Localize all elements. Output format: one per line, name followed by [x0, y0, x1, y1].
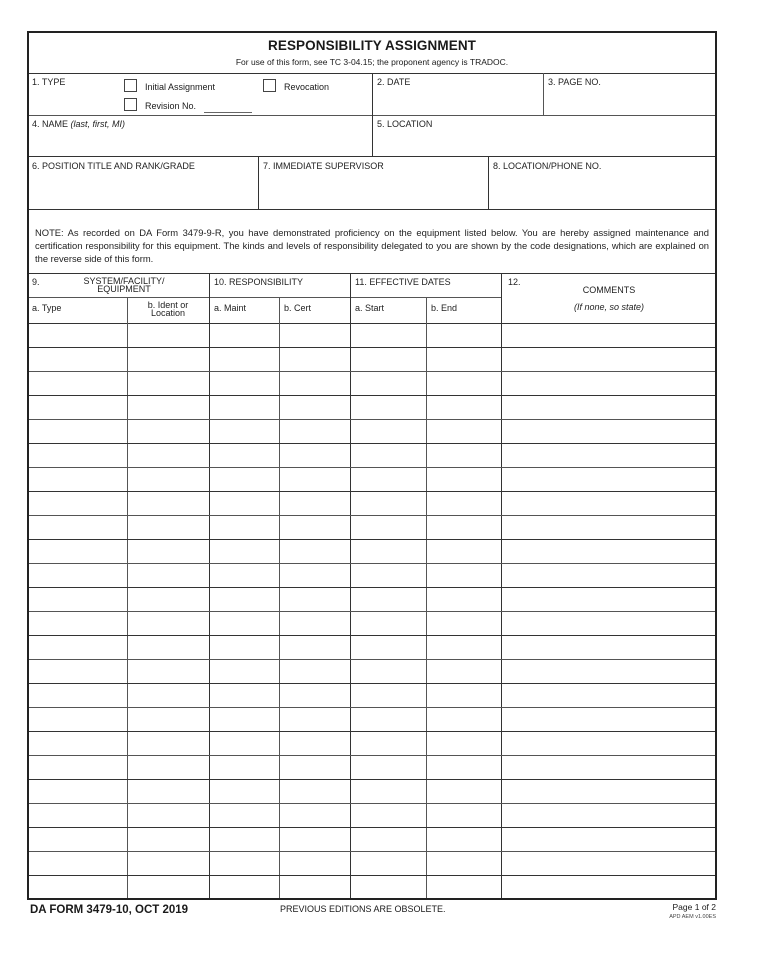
cell-ident[interactable] — [129, 564, 207, 586]
table-row — [29, 467, 715, 491]
cell-maint[interactable] — [211, 612, 277, 634]
cell-type[interactable] — [31, 516, 125, 538]
supervisor-input[interactable] — [263, 178, 483, 202]
group-9-number: 9. — [32, 277, 40, 287]
col-ident-line2: Location — [150, 308, 186, 318]
position-label: 6. POSITION TITLE AND RANK/GRADE — [32, 161, 195, 171]
cell-start[interactable] — [352, 348, 424, 370]
cell-comments[interactable] — [503, 612, 713, 634]
responsibility-assignment-form — [27, 31, 717, 900]
cell-cert[interactable] — [281, 516, 348, 538]
group-10-header: 10. RESPONSIBILITY — [214, 277, 304, 287]
cell-start[interactable] — [352, 756, 424, 778]
cell-end[interactable] — [428, 732, 499, 754]
cell-end[interactable] — [428, 564, 499, 586]
cell-ident[interactable] — [129, 516, 207, 538]
cell-end[interactable] — [428, 660, 499, 682]
cell-start[interactable] — [352, 852, 424, 874]
cell-cert[interactable] — [281, 324, 348, 346]
cell-ident[interactable] — [129, 852, 207, 874]
table-row — [29, 587, 715, 611]
col-end-header: b. End — [431, 303, 458, 313]
group-12-header: COMMENTS — [582, 285, 636, 295]
cell-start[interactable] — [352, 612, 424, 634]
col-ident-line1: b. Ident or — [147, 300, 189, 310]
cell-type[interactable] — [31, 660, 125, 682]
cell-type[interactable] — [31, 588, 125, 610]
cell-ident[interactable] — [129, 612, 207, 634]
cell-end[interactable] — [428, 828, 499, 850]
previous-editions-notice: PREVIOUS EDITIONS ARE OBSOLETE. — [280, 904, 446, 914]
cell-ident[interactable] — [129, 636, 207, 658]
cell-cert[interactable] — [281, 348, 348, 370]
cell-type[interactable] — [31, 732, 125, 754]
cell-start[interactable] — [352, 564, 424, 586]
cell-maint[interactable] — [211, 396, 277, 418]
cell-maint[interactable] — [211, 876, 277, 898]
cell-ident[interactable] — [129, 324, 207, 346]
cell-cert[interactable] — [281, 564, 348, 586]
group-9-header — [39, 277, 209, 293]
cell-type[interactable] — [31, 468, 125, 490]
cell-maint[interactable] — [211, 660, 277, 682]
table-row — [29, 419, 715, 443]
cell-maint[interactable] — [211, 804, 277, 826]
cell-end[interactable] — [428, 876, 499, 898]
group-9-line1: SYSTEM/FACILITY/ — [83, 276, 165, 286]
cell-start[interactable] — [352, 876, 424, 898]
cell-type[interactable] — [31, 444, 125, 466]
group-12-number: 12. — [508, 277, 521, 287]
cell-end[interactable] — [428, 588, 499, 610]
cell-cert[interactable] — [281, 492, 348, 514]
revocation-label: Revocation — [284, 82, 330, 92]
cell-comments[interactable] — [503, 804, 713, 826]
cell-end[interactable] — [428, 516, 499, 538]
cell-start[interactable] — [352, 420, 424, 442]
table-row — [29, 779, 715, 803]
cell-start[interactable] — [352, 732, 424, 754]
cell-start[interactable] — [352, 492, 424, 514]
cell-maint[interactable] — [211, 324, 277, 346]
cell-maint[interactable] — [211, 516, 277, 538]
page-no-label: 3. PAGE NO. — [548, 77, 601, 87]
cell-type[interactable] — [31, 564, 125, 586]
cell-ident[interactable] — [129, 828, 207, 850]
cell-comments[interactable] — [503, 396, 713, 418]
divider — [29, 209, 715, 210]
cell-ident[interactable] — [129, 468, 207, 490]
revision-number-underline — [204, 112, 252, 113]
cell-cert[interactable] — [281, 876, 348, 898]
name-input[interactable] — [32, 133, 367, 153]
location-input[interactable] — [377, 133, 707, 153]
table-row — [29, 707, 715, 731]
cell-start[interactable] — [352, 804, 424, 826]
cell-cert[interactable] — [281, 612, 348, 634]
divider — [488, 156, 489, 209]
table-row — [29, 515, 715, 539]
cell-type[interactable] — [31, 780, 125, 802]
revision-checkbox[interactable] — [124, 98, 137, 111]
cell-start[interactable] — [352, 588, 424, 610]
table-row — [29, 803, 715, 827]
cell-end[interactable] — [428, 636, 499, 658]
cell-ident[interactable] — [129, 708, 207, 730]
cell-maint[interactable] — [211, 588, 277, 610]
divider — [29, 156, 715, 157]
table-row — [29, 563, 715, 587]
cell-end[interactable] — [428, 420, 499, 442]
cell-maint[interactable] — [211, 540, 277, 562]
cell-comments[interactable] — [503, 588, 713, 610]
cell-end[interactable] — [428, 804, 499, 826]
cell-ident[interactable] — [129, 780, 207, 802]
cell-comments[interactable] — [503, 348, 713, 370]
cell-maint[interactable] — [211, 780, 277, 802]
cell-start[interactable] — [352, 828, 424, 850]
table-row — [29, 731, 715, 755]
cell-maint[interactable] — [211, 492, 277, 514]
cell-comments[interactable] — [503, 636, 713, 658]
cell-comments[interactable] — [503, 852, 713, 874]
form-id: DA FORM 3479-10, OCT 2019 — [30, 904, 189, 916]
location-phone-input[interactable] — [493, 178, 708, 202]
table-row — [29, 347, 715, 371]
cell-comments[interactable] — [503, 780, 713, 802]
page-no-input[interactable] — [548, 91, 708, 111]
cell-ident[interactable] — [129, 876, 207, 898]
divider — [372, 115, 373, 156]
cell-comments[interactable] — [503, 492, 713, 514]
name-label-text: 4. NAME — [32, 119, 69, 129]
cell-cert[interactable] — [281, 684, 348, 706]
cell-maint[interactable] — [211, 828, 277, 850]
cell-maint[interactable] — [211, 756, 277, 778]
cell-start[interactable] — [352, 516, 424, 538]
cell-end[interactable] — [428, 372, 499, 394]
cell-end[interactable] — [428, 612, 499, 634]
cell-end[interactable] — [428, 540, 499, 562]
table-row — [29, 827, 715, 851]
cell-end[interactable] — [428, 852, 499, 874]
col-start-header: a. Start — [355, 303, 385, 313]
cell-ident[interactable] — [129, 348, 207, 370]
cell-maint[interactable] — [211, 468, 277, 490]
cell-comments[interactable] — [503, 708, 713, 730]
cell-cert[interactable] — [281, 468, 348, 490]
cell-type[interactable] — [31, 804, 125, 826]
cell-maint[interactable] — [211, 348, 277, 370]
cell-cert[interactable] — [281, 588, 348, 610]
initial-assignment-checkbox[interactable] — [124, 79, 137, 92]
initial-assignment-label: Initial Assignment — [145, 82, 216, 92]
cell-ident[interactable] — [129, 492, 207, 514]
cell-start[interactable] — [352, 636, 424, 658]
table-row — [29, 395, 715, 419]
divider — [29, 273, 715, 274]
cell-start[interactable] — [352, 396, 424, 418]
cell-comments[interactable] — [503, 732, 713, 754]
table-row — [29, 323, 715, 347]
cell-comments[interactable] — [503, 660, 713, 682]
cell-type[interactable] — [31, 612, 125, 634]
table-body — [29, 323, 715, 898]
divider — [543, 73, 544, 115]
cell-cert[interactable] — [281, 732, 348, 754]
cell-comments[interactable] — [503, 540, 713, 562]
cell-comments[interactable] — [503, 684, 713, 706]
cell-comments[interactable] — [503, 876, 713, 898]
group-9-line2: EQUIPMENT — [97, 284, 151, 294]
cell-type[interactable] — [31, 636, 125, 658]
cell-end[interactable] — [428, 780, 499, 802]
cell-cert[interactable] — [281, 852, 348, 874]
table-row — [29, 539, 715, 563]
cell-maint[interactable] — [211, 636, 277, 658]
cell-cert[interactable] — [281, 420, 348, 442]
cell-end[interactable] — [428, 468, 499, 490]
cell-comments[interactable] — [503, 324, 713, 346]
cell-maint[interactable] — [211, 708, 277, 730]
cell-type[interactable] — [31, 756, 125, 778]
location-phone-label: 8. LOCATION/PHONE NO. — [493, 161, 602, 171]
table-row — [29, 443, 715, 467]
cell-ident[interactable] — [129, 804, 207, 826]
cell-maint[interactable] — [211, 372, 277, 394]
cell-end[interactable] — [428, 708, 499, 730]
cell-ident[interactable] — [129, 396, 207, 418]
position-input[interactable] — [32, 178, 254, 202]
cell-cert[interactable] — [281, 372, 348, 394]
table-row — [29, 875, 715, 899]
cell-start[interactable] — [352, 540, 424, 562]
cell-comments[interactable] — [503, 516, 713, 538]
cell-start[interactable] — [352, 660, 424, 682]
col-ident-header — [127, 301, 209, 317]
cell-type[interactable] — [31, 876, 125, 898]
date-input[interactable] — [377, 91, 537, 111]
cell-start[interactable] — [352, 684, 424, 706]
cell-cert[interactable] — [281, 828, 348, 850]
cell-maint[interactable] — [211, 684, 277, 706]
form-subtitle: For use of this form, see TC 3-04.15; the proponent agency is TRADOC. — [235, 57, 509, 67]
cell-cert[interactable] — [281, 396, 348, 418]
cell-comments[interactable] — [503, 372, 713, 394]
cell-ident[interactable] — [129, 756, 207, 778]
cell-type[interactable] — [31, 852, 125, 874]
table-row — [29, 659, 715, 683]
cell-cert[interactable] — [281, 636, 348, 658]
revision-number-input[interactable] — [204, 99, 252, 111]
cell-ident[interactable] — [129, 540, 207, 562]
cell-type[interactable] — [31, 396, 125, 418]
divider — [258, 156, 259, 209]
cell-start[interactable] — [352, 444, 424, 466]
divider — [29, 297, 501, 298]
name-label — [32, 119, 125, 129]
cell-start[interactable] — [352, 468, 424, 490]
page-indicator: Page 1 of 2 — [672, 902, 716, 912]
type-label: 1. TYPE — [32, 77, 66, 87]
note-text: NOTE: As recorded on DA Form 3479-9-R, you have demonstrated proficiency on the equipment listed below. You are hereby assigned maintenance and certification responsibility for this equipment. The kinds and levels of responsibility delegated to you are shown by the code designations, which are explained on the reverse side of this form. — [35, 227, 709, 264]
table-row — [29, 371, 715, 395]
cell-type[interactable] — [31, 348, 125, 370]
cell-comments[interactable] — [503, 444, 713, 466]
revision-label: Revision No. — [145, 101, 197, 111]
cell-maint[interactable] — [211, 444, 277, 466]
cell-ident[interactable] — [129, 420, 207, 442]
table-row — [29, 851, 715, 875]
cell-type[interactable] — [31, 708, 125, 730]
cell-maint[interactable] — [211, 852, 277, 874]
table-row — [29, 635, 715, 659]
comments-hint: (If none, so state) — [573, 302, 645, 312]
cell-type[interactable] — [31, 492, 125, 514]
cell-type[interactable] — [31, 324, 125, 346]
cell-ident[interactable] — [129, 660, 207, 682]
cell-ident[interactable] — [129, 444, 207, 466]
cell-end[interactable] — [428, 396, 499, 418]
cell-type[interactable] — [31, 684, 125, 706]
cell-start[interactable] — [352, 372, 424, 394]
table-row — [29, 491, 715, 515]
cell-cert[interactable] — [281, 540, 348, 562]
col-type-header: a. Type — [32, 303, 62, 313]
cell-ident[interactable] — [129, 684, 207, 706]
cell-maint[interactable] — [211, 564, 277, 586]
location-label: 5. LOCATION — [377, 119, 433, 129]
cell-maint[interactable] — [211, 732, 277, 754]
col-cert-header: b. Cert — [284, 303, 312, 313]
cell-end[interactable] — [428, 444, 499, 466]
cell-comments[interactable] — [503, 828, 713, 850]
table-row — [29, 683, 715, 707]
group-11-header: 11. EFFECTIVE DATES — [355, 277, 451, 287]
cell-start[interactable] — [352, 708, 424, 730]
name-hint: (last, first, MI) — [70, 119, 126, 129]
cell-cert[interactable] — [281, 444, 348, 466]
cell-ident[interactable] — [129, 372, 207, 394]
cell-end[interactable] — [428, 348, 499, 370]
cell-type[interactable] — [31, 540, 125, 562]
cell-ident[interactable] — [129, 588, 207, 610]
cell-cert[interactable] — [281, 708, 348, 730]
cell-type[interactable] — [31, 372, 125, 394]
cell-cert[interactable] — [281, 756, 348, 778]
cell-type[interactable] — [31, 828, 125, 850]
cell-end[interactable] — [428, 756, 499, 778]
revocation-checkbox[interactable] — [263, 79, 276, 92]
cell-end[interactable] — [428, 684, 499, 706]
cell-cert[interactable] — [281, 660, 348, 682]
cell-cert[interactable] — [281, 780, 348, 802]
cell-comments[interactable] — [503, 468, 713, 490]
cell-start[interactable] — [352, 780, 424, 802]
divider — [372, 73, 373, 115]
cell-comments[interactable] — [503, 420, 713, 442]
table-row — [29, 755, 715, 779]
col-maint-header: a. Maint — [214, 303, 247, 313]
table-row — [29, 611, 715, 635]
cell-end[interactable] — [428, 324, 499, 346]
supervisor-label: 7. IMMEDIATE SUPERVISOR — [263, 161, 384, 171]
cell-comments[interactable] — [503, 564, 713, 586]
cell-comments[interactable] — [503, 756, 713, 778]
cell-cert[interactable] — [281, 804, 348, 826]
cell-end[interactable] — [428, 492, 499, 514]
cell-ident[interactable] — [129, 732, 207, 754]
cell-maint[interactable] — [211, 420, 277, 442]
form-title: RESPONSIBILITY ASSIGNMENT — [267, 38, 477, 53]
version-label: APD AEM v1.00ES — [669, 914, 716, 920]
cell-start[interactable] — [352, 324, 424, 346]
cell-type[interactable] — [31, 420, 125, 442]
date-label: 2. DATE — [377, 77, 411, 87]
